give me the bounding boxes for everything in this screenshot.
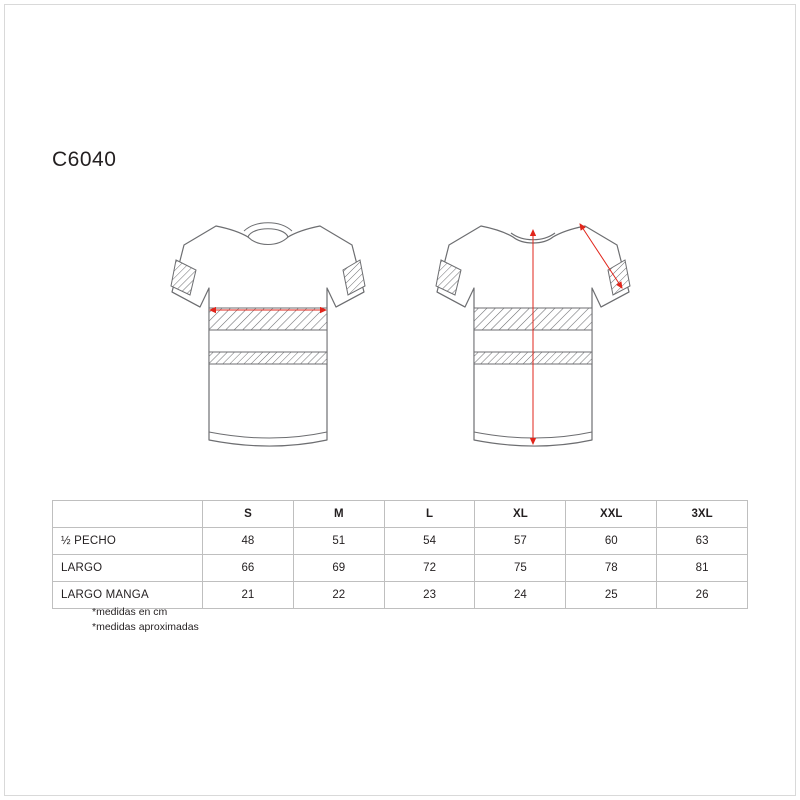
cell-manga-3xl: 26 [657, 582, 748, 609]
table-header-3xl: 3XL [657, 501, 748, 528]
measurement-notes [92, 605, 199, 635]
cell-manga-xl: 24 [475, 582, 566, 609]
page-title: C6040 [52, 148, 117, 171]
front-view [171, 223, 365, 446]
cell-pecho-3xl: 63 [657, 528, 748, 555]
back-view [436, 224, 630, 446]
cell-largo-xxl: 78 [566, 555, 657, 582]
table-header-l: L [384, 501, 475, 528]
cell-pecho-m: 51 [293, 528, 384, 555]
cell-largo-xl: 75 [475, 555, 566, 582]
row-label-largo-manga: LARGO MANGA [53, 582, 203, 609]
cell-largo-l: 72 [384, 555, 475, 582]
size-table-wrapper [52, 500, 748, 609]
note-units: *medidas en cm [92, 606, 168, 618]
cell-pecho-xxl: 60 [566, 528, 657, 555]
table-header-corner [53, 501, 203, 528]
cell-largo-3xl: 81 [657, 555, 748, 582]
cell-pecho-xl: 57 [475, 528, 566, 555]
t-shirt-technical-drawing [150, 200, 670, 470]
cell-manga-l: 23 [384, 582, 475, 609]
table-row [53, 528, 748, 555]
table-header-m: M [293, 501, 384, 528]
cell-largo-m: 69 [293, 555, 384, 582]
size-table [52, 500, 748, 609]
cell-manga-m: 22 [293, 582, 384, 609]
cell-pecho-s: 48 [203, 528, 294, 555]
table-header-xxl: XXL [566, 501, 657, 528]
row-label-pecho: ½ PECHO [53, 528, 203, 555]
table-row [53, 555, 748, 582]
cell-manga-xxl: 25 [566, 582, 657, 609]
note-approx: *medidas aproximadas [92, 621, 199, 633]
cell-largo-s: 66 [203, 555, 294, 582]
cell-pecho-l: 54 [384, 528, 475, 555]
table-header-xl: XL [475, 501, 566, 528]
table-header-row [53, 501, 748, 528]
table-header-s: S [203, 501, 294, 528]
cell-manga-s: 21 [203, 582, 294, 609]
row-label-largo: LARGO [53, 555, 203, 582]
